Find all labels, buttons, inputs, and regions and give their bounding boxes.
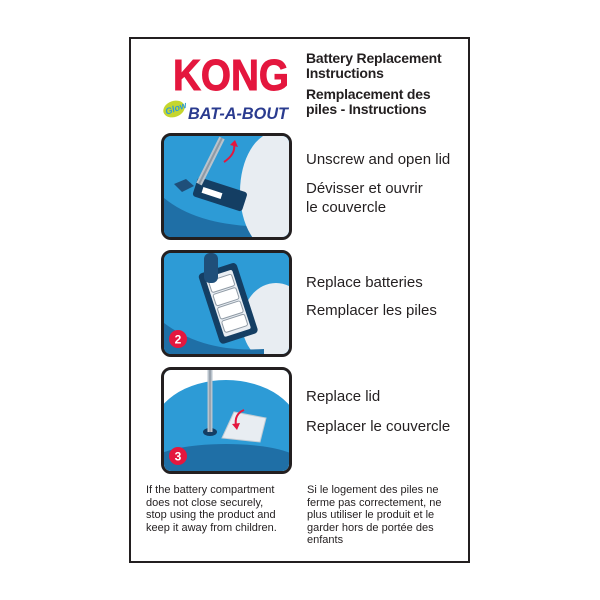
step-2-illustration	[161, 250, 292, 357]
logo-product-text: BAT-A-BOUT	[188, 104, 290, 123]
note-fr-line: plus utiliser le produit et le	[307, 509, 435, 521]
note-en-line: If the battery compartment	[146, 484, 275, 496]
step-3-illustration	[161, 367, 292, 474]
step-2-number: 2	[174, 332, 182, 347]
step-1-text-fr	[306, 179, 423, 217]
step-1-fr-line2: le couvercle	[306, 199, 387, 216]
note-en-line: keep it away from children.	[146, 521, 277, 534]
title-fr-line1: Remplacement des	[306, 86, 431, 102]
glow-badge-text: Glow	[163, 99, 188, 117]
title-en-line2: Instructions	[306, 65, 384, 81]
kong-glow-bat-a-bout-logo	[163, 48, 293, 126]
step-3-text-en: Replace lid	[306, 388, 381, 405]
note-en-line: stop using the product and	[146, 509, 276, 521]
step-3-text-fr: Replacer le couvercle	[306, 418, 451, 435]
step-1-text-en: Unscrew and open lid	[306, 151, 451, 168]
title-fr-line2: piles - Instructions	[306, 101, 427, 117]
note-fr-line: Si le logement des piles ne	[307, 484, 439, 496]
step-2-text-fr: Remplacer les piles	[306, 302, 437, 319]
step-1-illustration	[161, 133, 292, 240]
note-en-line: does not close securely,	[146, 496, 264, 509]
note-fr-line: enfants	[307, 534, 344, 546]
step-1-fr-line1: Dévisser et ouvrir	[306, 180, 423, 197]
title-en-line1: Battery Replacement	[306, 50, 442, 66]
step-3-number: 3	[174, 449, 182, 464]
title-french	[306, 87, 466, 117]
note-fr-line: ferme pas correctement, ne	[307, 496, 442, 509]
safety-note-english	[146, 484, 296, 534]
note-fr-line: garder hors de portée des	[307, 521, 434, 534]
title-english	[306, 51, 466, 81]
safety-note-french	[307, 484, 465, 547]
logo-kong-text: KONG	[173, 51, 289, 100]
step-2-text-en: Replace batteries	[306, 274, 423, 291]
